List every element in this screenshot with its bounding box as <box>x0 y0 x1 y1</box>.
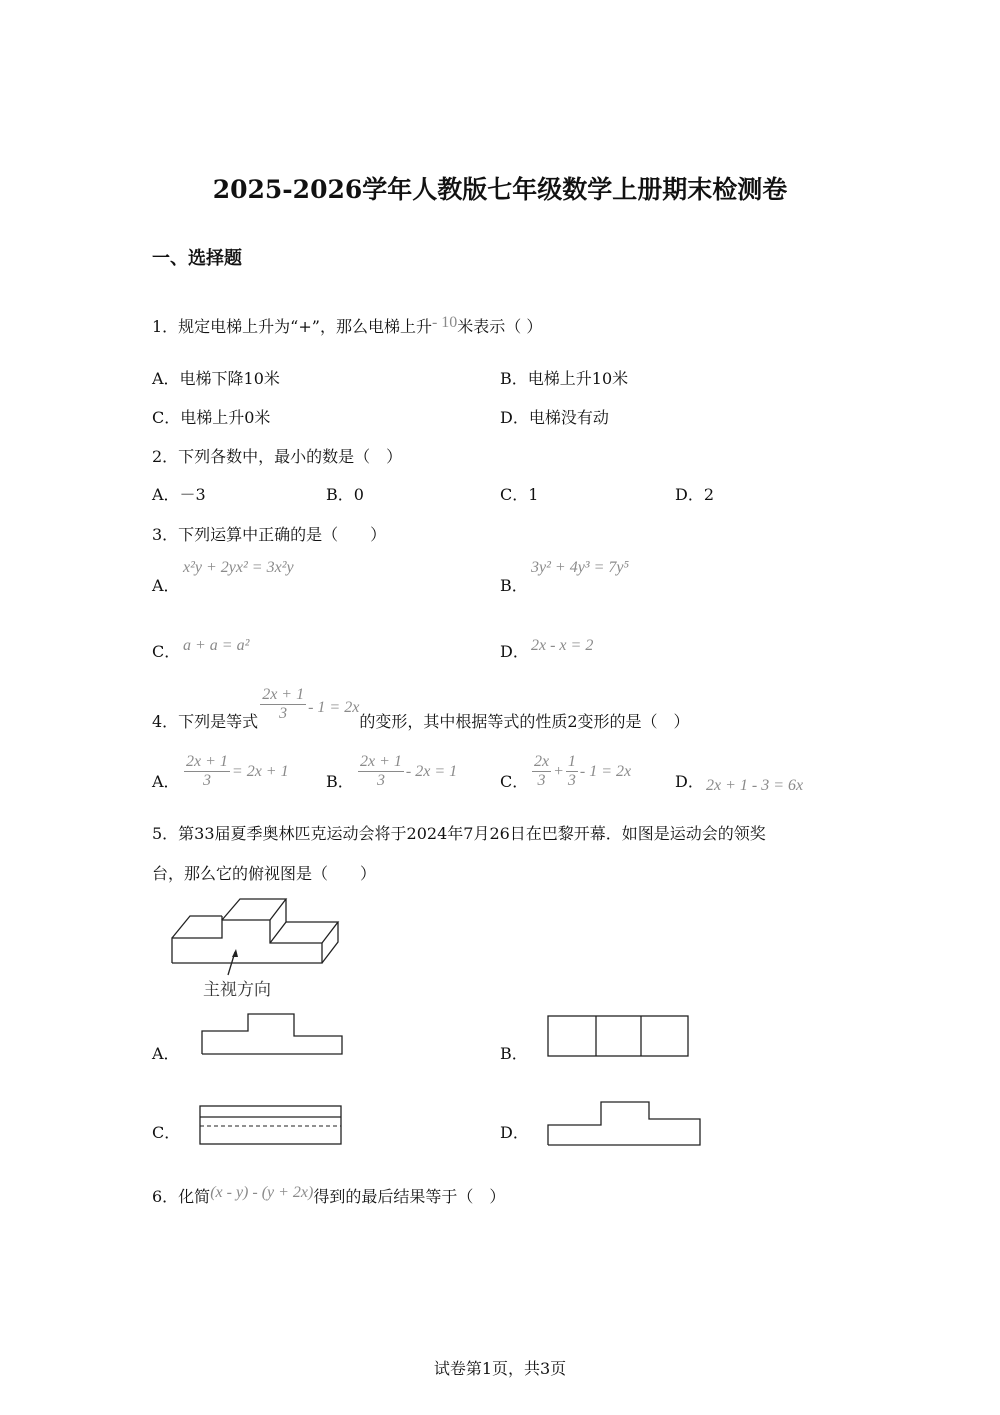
question-2-stem: 2．下列各数中，最小的数是（ ） <box>152 447 403 466</box>
question-2-option-b[interactable]: B．0 <box>326 485 364 504</box>
question-1-option-c[interactable]: C．电梯上升0米 <box>152 408 271 427</box>
question-5-option-c-figure[interactable] <box>198 1104 344 1146</box>
question-2-option-a[interactable]: A．－3 <box>152 485 206 504</box>
question-6-stem: 6．化简 <box>152 1187 211 1206</box>
equation-tail: = 2x + 1 <box>231 763 289 780</box>
question-5-option-b-label[interactable]: B． <box>500 1044 528 1063</box>
question-1-option-d[interactable]: D．电梯没有动 <box>500 408 609 427</box>
question-4-option-a-math <box>182 753 289 790</box>
fraction-numerator: 2x + 1 <box>360 753 402 770</box>
plus-sign: + <box>553 763 564 780</box>
question-4-stem: 4．下列是等式 <box>152 712 259 731</box>
question-3-option-b-label[interactable]: B． <box>500 576 528 595</box>
question-4-option-c-label[interactable]: C． <box>500 772 529 791</box>
question-4-option-d-math: 2x + 1 - 3 = 6x <box>706 777 804 794</box>
question-1-option-a[interactable]: A．电梯下降10米 <box>152 369 280 388</box>
question-1 <box>152 314 542 337</box>
question-1-stem-tail: 米表示（ ） <box>457 317 543 336</box>
question-4-option-c-math <box>530 753 631 790</box>
question-2-option-d[interactable]: D．2 <box>675 485 715 504</box>
question-4-math-tail: - 1 = 2x <box>308 699 360 716</box>
question-1-stem: 1．规定电梯上升为“+”，那么电梯上升 <box>152 317 432 336</box>
question-4-stem-tail: 的变形，其中根据等式的性质2变形的是（ ） <box>359 712 690 731</box>
question-4-option-a-label[interactable]: A． <box>152 772 180 791</box>
equation-tail: - 2x = 1 <box>405 763 458 780</box>
question-4-option-d-label[interactable]: D． <box>675 772 704 791</box>
fraction-denominator: 3 <box>184 771 230 790</box>
section-heading: 一、选择题 <box>152 248 242 269</box>
page-footer: 试卷第1页，共3页 <box>433 1359 567 1378</box>
direction-arrow-icon <box>222 948 242 976</box>
question-3-option-c-label[interactable]: C． <box>152 642 181 661</box>
question-6 <box>152 1184 505 1207</box>
fraction-denominator: 3 <box>532 771 551 790</box>
question-2-option-c[interactable]: C．1 <box>500 485 539 504</box>
question-3-option-b-math: 3y² + 4y³ = 7y⁵ <box>531 559 630 576</box>
question-1-math: - 10 <box>431 314 458 331</box>
question-5-option-a-figure[interactable] <box>200 1012 345 1056</box>
question-6-math: (x - y) - (y + 2x) <box>210 1184 314 1201</box>
question-5-stem-line1: 5．第33届夏季奥林匹克运动会将于2024年7月26日在巴黎开幕．如图是运动会的领奖 <box>152 824 766 843</box>
question-5-option-c-label[interactable]: C． <box>152 1123 181 1142</box>
figure-caption: 主视方向 <box>203 980 271 1000</box>
question-1-option-b[interactable]: B．电梯上升10米 <box>500 369 629 388</box>
question-6-stem-tail: 得到的最后结果等于（ ） <box>313 1187 506 1206</box>
question-5-option-d-figure[interactable] <box>546 1100 704 1148</box>
fraction-denominator: 3 <box>260 704 306 723</box>
question-3-option-a-label[interactable]: A． <box>152 576 180 595</box>
question-3-option-d-label[interactable]: D． <box>500 642 529 661</box>
question-4-option-b-label[interactable]: B． <box>326 772 354 791</box>
question-3-option-c-math: a + a = a² <box>183 637 250 654</box>
question-3-option-d-math: 2x - x = 2 <box>531 637 594 654</box>
question-4 <box>152 686 690 731</box>
question-5-stem-line2: 台，那么它的俯视图是（ ） <box>152 864 377 883</box>
question-3-stem: 3．下列运算中正确的是（ ） <box>152 525 387 544</box>
question-5-option-a-label[interactable]: A． <box>152 1044 180 1063</box>
fraction-denominator: 3 <box>567 772 576 789</box>
fraction-numerator: 2x + 1 <box>186 753 228 770</box>
podium-figure <box>170 896 350 968</box>
question-3-option-a-math: x²y + 2yx² = 3x²y <box>183 559 294 576</box>
fraction-denominator: 3 <box>358 771 404 790</box>
fraction-numerator: 2x <box>534 753 550 770</box>
question-4-option-b-math <box>356 753 457 790</box>
equation-tail: - 1 = 2x <box>579 763 632 780</box>
question-5-option-b-figure[interactable] <box>546 1014 691 1058</box>
question-4-fraction <box>260 686 306 723</box>
page-title: 2025-2026学年人教版七年级数学上册期末检测卷 <box>212 175 788 204</box>
question-5-option-d-label[interactable]: D． <box>500 1123 529 1142</box>
fraction-numerator: 2x + 1 <box>262 686 305 703</box>
fraction-numerator: 1 <box>567 753 576 770</box>
